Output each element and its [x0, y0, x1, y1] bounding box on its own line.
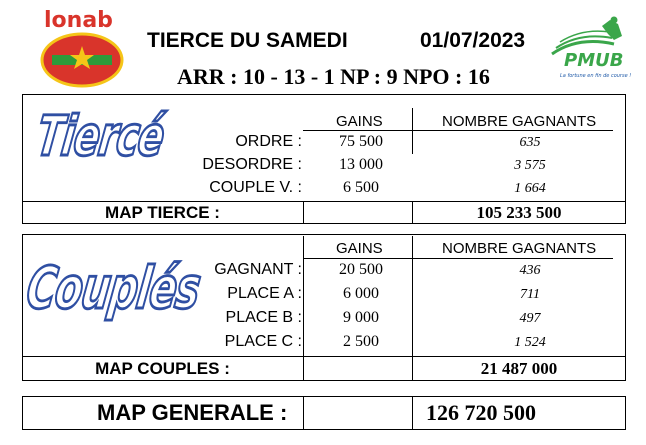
couples-col-divider — [412, 236, 413, 356]
tierce-row-ordre-gain: 75 500 — [339, 133, 383, 150]
tierce-col-gains: GAINS — [336, 113, 383, 130]
tierce-row-desordre-gain: 13 000 — [339, 156, 383, 173]
tierce-row-couple-label: COUPLE V. : — [209, 179, 302, 196]
tierce-map-rule — [22, 201, 626, 202]
tierce-header-rule — [303, 130, 613, 131]
tierce-row-ordre-label: ORDRE : — [235, 133, 302, 150]
tierce-row-couple-gain: 6 500 — [343, 179, 379, 196]
couples-row-gagnant-winners: 436 — [519, 263, 541, 278]
couples-row-gagnant-gain: 20 500 — [339, 261, 383, 278]
pmub-logo — [548, 14, 634, 84]
tierce-title: Tiercé — [33, 104, 168, 168]
grand-total-label: MAP GENERALE : — [97, 400, 288, 425]
arrival-line: ARR : 10 - 13 - 1 NP : 9 NPO : 16 — [177, 64, 490, 89]
couples-col-divider-left — [303, 236, 304, 356]
couples-row-place-a-label: PLACE A : — [227, 285, 302, 302]
tierce-row-desordre-winners: 3 575 — [514, 158, 546, 173]
couples-map-label: MAP COUPLES : — [95, 359, 230, 378]
couples-col-winners: NOMBRE GAGNANTS — [442, 240, 597, 257]
grand-total-value: 126 720 500 — [426, 400, 536, 425]
couples-map-value: 21 487 000 — [480, 359, 558, 378]
tierce-row-desordre-label: DESORDRE : — [202, 156, 302, 173]
tierce-row-ordre-winners: 635 — [519, 135, 541, 150]
pmub-logo-text: PMUB — [564, 50, 624, 71]
couples-header-rule — [303, 258, 613, 259]
couples-row-place-c-gain: 2 500 — [343, 333, 379, 350]
tierce-col-winners: NOMBRE GAGNANTS — [442, 113, 597, 130]
couples-row-place-c-label: PLACE C : — [224, 333, 302, 350]
lonab-logo-text: lonab — [44, 8, 113, 33]
couples-row-place-b-label: PLACE B : — [225, 309, 302, 326]
couples-row-place-c-winners: 1 524 — [514, 335, 546, 350]
lonab-logo — [30, 8, 130, 88]
pmub-tagline: La fortune en fin de course ! — [560, 73, 632, 79]
tierce-col-divider — [412, 108, 413, 154]
couples-col-gains: GAINS — [336, 240, 383, 257]
grand-total-divider-left — [303, 397, 304, 429]
race-date: 01/07/2023 — [420, 29, 526, 52]
tierce-map-label: MAP TIERCE : — [105, 203, 220, 222]
tierce-map-divider-left — [303, 201, 304, 223]
couples-row-place-a-winners: 711 — [520, 287, 540, 302]
couples-title: Couplés — [22, 256, 204, 323]
tierce-row-couple-winners: 1 664 — [514, 181, 546, 196]
couples-row-place-a-gain: 6 000 — [343, 285, 379, 302]
grand-total-divider-right — [412, 397, 413, 429]
couples-row-gagnant-label: GAGNANT : — [214, 261, 302, 278]
page-title: TIERCE DU SAMEDI — [147, 29, 348, 52]
couples-map-divider-left — [303, 356, 304, 380]
couples-map-rule — [22, 356, 626, 357]
couples-row-place-b-winners: 497 — [519, 311, 541, 326]
couples-row-place-b-gain: 9 000 — [343, 309, 379, 326]
tierce-map-value: 105 233 500 — [476, 203, 562, 222]
